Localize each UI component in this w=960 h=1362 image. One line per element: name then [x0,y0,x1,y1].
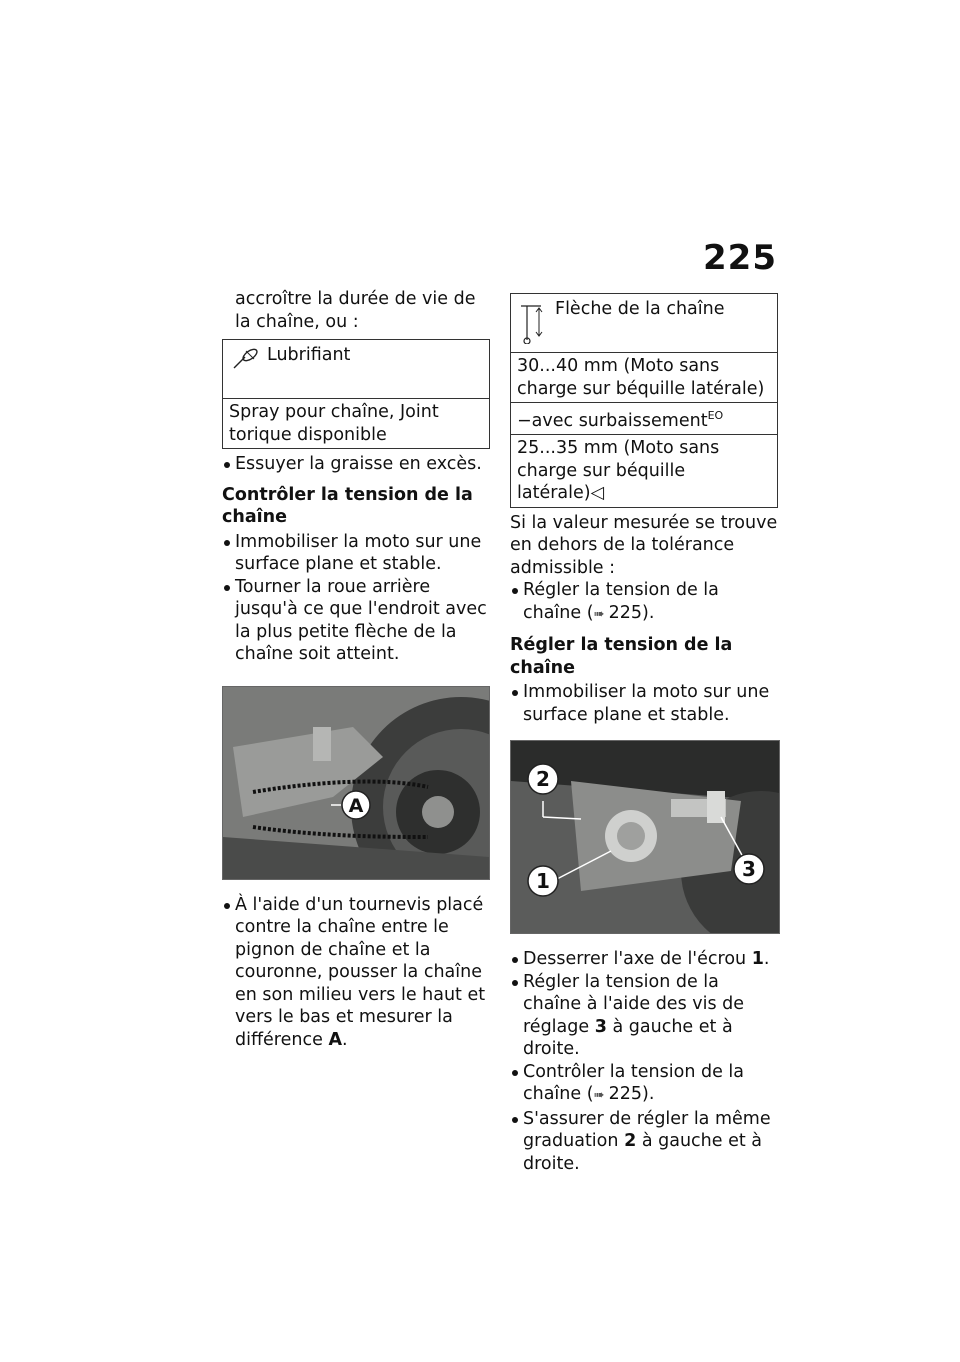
adjust-ref-bullet [510,579,778,626]
rotate-bullet: Tourner la roue arrière jusqu'à ce que l'endroit avec la plus petite flèche de la chaîne soit atteint. [222,576,490,666]
photo-label-2: 2 [536,767,550,792]
left-column [222,288,490,1051]
page-number: 225 [703,238,777,278]
chain-sag-box [510,293,778,508]
check-bullet [510,1061,778,1108]
same-grad-text: S'assurer de régler la même graduation [523,1108,771,1152]
chain-sag-header [511,294,777,353]
photo-label-a: A [348,794,364,817]
lubricant-header [223,340,489,399]
chain-sag-title: Flèche de la chaîne [555,299,725,319]
loosen-end: . [763,949,770,970]
adjust-ref-text: Régler la tension de la chaîne [523,580,719,623]
right-column [510,293,778,1175]
check-close: ). [642,1084,655,1105]
measure-end: . [341,1029,348,1050]
same-grad-ref: 2 [624,1131,637,1152]
adjust-screws-ref: 3 [594,1016,607,1037]
section-heading-check: Contrôler la tension de la chaîne [222,484,473,527]
wipe-bullet: Essuyer la graisse en excès. [222,453,490,476]
photo-label-1: 1 [536,869,550,894]
page-ref-arrow-icon: ➠ [593,606,609,622]
adjust-screws-text: Régler la tension de la chaîne à l'aide des vis de réglage [523,971,745,1037]
lowering-sup: EO [707,409,724,422]
lubricant-box [222,339,490,449]
same-graduation-bullet [510,1108,778,1176]
adjust-ref-open: ( [586,602,594,623]
intro-text: accroître la durée de vie de la chaîne, ou : [235,289,476,332]
lubricant-row: Spray pour chaîne, Joint torique disponible [229,402,439,445]
measure-ref: A [328,1029,342,1050]
adjust-screws-bullet [510,971,778,1061]
chain-sag-row3: 25...35 mm (Moto sans charge sur béquille latérale)◁ [517,438,720,504]
immobilize-bullet-2: Immobiliser la moto sur une surface plane et stable. [510,681,778,726]
tolerance-text: Si la valeur mesurée se trouve en dehors de la tolérance admissible : [510,512,778,578]
measure-text: À l'aide d'un tournevis placé contre la chaîne entre le pignon de chaîne et la couronne, pousser la chaîne en son milieu vers le haut et vers le bas et mesurer la différence [235,894,486,1050]
immobilize-bullet: Immobiliser la moto sur une surface plane et stable. [222,531,490,576]
lowering-label: −avec surbaissement [517,410,708,431]
adjust-ref-page[interactable]: 225 [608,602,643,623]
measurement-icon [519,302,545,351]
check-open: ( [586,1084,594,1105]
loosen-text: Desserrer l'axe de l'écrou [523,949,747,970]
chain-sag-row1: 30...40 mm (Moto sans charge sur béquille latérale) [511,353,777,403]
chain-sag-photo [222,686,490,880]
lubricant-icon [231,348,261,377]
loosen-bullet [510,948,778,971]
page-ref-arrow-icon-2: ➠ [593,1088,609,1104]
same-grad-end: à gauche et à droite. [523,1131,762,1174]
lubricant-title: Lubrifiant [267,345,351,365]
photo-label-3: 3 [742,857,756,882]
section-heading-adjust: Régler la tension de la chaîne [510,635,733,678]
check-text: Contrôler la tension de la chaîne [523,1061,745,1105]
chain-sag-row2 [511,403,777,435]
chain-adjuster-photo [510,740,780,934]
adjust-ref-close: ). [642,602,655,623]
measure-bullet [222,894,490,1052]
check-page[interactable]: 225 [608,1084,643,1105]
loosen-ref: 1 [751,949,764,970]
adjust-screws-end: à gauche et à droite. [523,1016,733,1060]
